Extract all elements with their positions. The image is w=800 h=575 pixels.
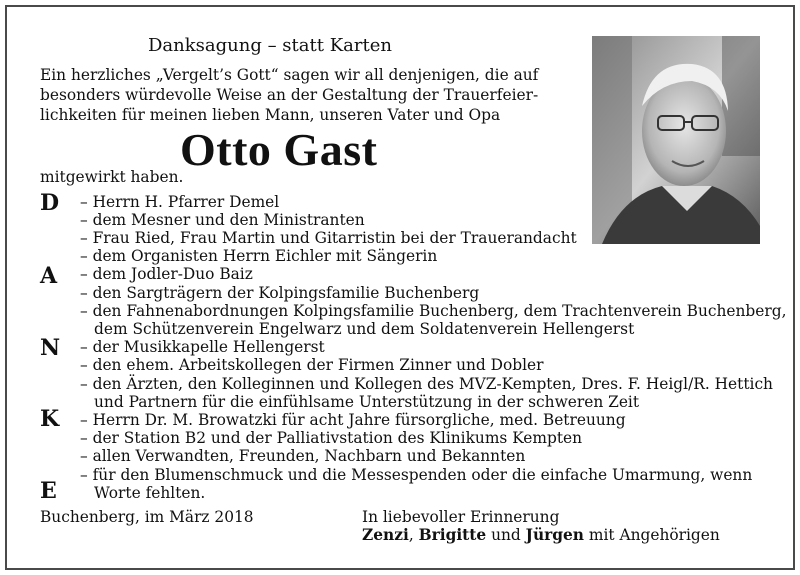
- deceased-name: Otto Gast: [180, 124, 378, 175]
- intro-line-3: lichkeiten für meinen lieben Mann, unseren Vater und Opa: [40, 106, 501, 124]
- thanks-line: – den Fahnenabordnungen Kolpingsfamilie Buchenberg, dem Trachtenverein Buchenberg,: [80, 302, 787, 320]
- danke-letter-e: E: [40, 478, 57, 504]
- thanks-line: und Partnern für die einfühlsame Unterstützung in der schweren Zeit: [94, 393, 640, 411]
- thanks-line: – dem Mesner und den Ministranten: [80, 211, 365, 229]
- thanks-line: – der Station B2 und der Palliativstation des Klinikums Kempten: [80, 429, 583, 447]
- intro-line-1: Ein herzliches „Vergelt’s Gott“ sagen wir all denjenigen, die auf: [40, 66, 539, 84]
- signer-juergen: Jürgen: [525, 526, 584, 544]
- thanks-line: – dem Jodler-Duo Baiz: [80, 265, 253, 283]
- thanks-line: – allen Verwandten, Freunden, Nachbarn und Bekannten: [80, 447, 526, 465]
- signer-rest: mit Angehörigen: [584, 526, 720, 544]
- signer-separator: ,: [408, 526, 419, 544]
- thanks-line: – den Sargträgern der Kolpingsfamilie Buchenberg: [80, 284, 480, 302]
- notice-heading: Danksagung – statt Karten: [148, 35, 392, 56]
- signers: [362, 526, 720, 544]
- thanks-line: – Herrn Dr. M. Browatzki für acht Jahre fürsorgliche, med. Betreuung: [80, 411, 626, 429]
- thanks-line: Worte fehlten.: [94, 484, 206, 502]
- thanks-line: – Frau Ried, Frau Martin und Gitarristin bei der Trauerandacht: [80, 229, 577, 247]
- place-date: Buchenberg, im März 2018: [40, 508, 254, 526]
- thanks-line: – der Musikkapelle Hellengerst: [80, 338, 325, 356]
- thanks-line: – dem Organisten Herrn Eichler mit Sängerin: [80, 247, 438, 265]
- danke-letter-a: A: [40, 263, 58, 289]
- thanks-line: – für den Blumenschmuck und die Messespenden oder die einfache Umarmung, wenn: [80, 466, 753, 484]
- signer-brigitte: Brigitte: [418, 526, 487, 544]
- portrait-photo: [592, 36, 760, 244]
- intro-end: mitgewirkt haben.: [40, 168, 184, 186]
- thanks-line: – Herrn H. Pfarrer Demel: [80, 193, 280, 211]
- signer-zenzi: Zenzi: [362, 526, 409, 544]
- thanks-line: – den ehem. Arbeitskollegen der Firmen Zinner und Dobler: [80, 356, 544, 374]
- intro-line-2: besonders würdevolle Weise an der Gestaltung der Trauerfeier-: [40, 86, 539, 104]
- closing-phrase: In liebevoller Erinnerung: [362, 508, 560, 526]
- thanks-line: dem Schützenverein Engelwarz und dem Soldatenverein Hellengerst: [94, 320, 635, 338]
- danke-letter-d: D: [40, 190, 60, 216]
- signer-separator: und: [486, 526, 526, 544]
- thanks-line: – den Ärzten, den Kolleginnen und Kollegen des MVZ-Kempten, Dres. F. Heigl/R. Hettich: [80, 375, 773, 393]
- danke-letter-k: K: [40, 406, 60, 432]
- danke-letter-n: N: [40, 335, 61, 361]
